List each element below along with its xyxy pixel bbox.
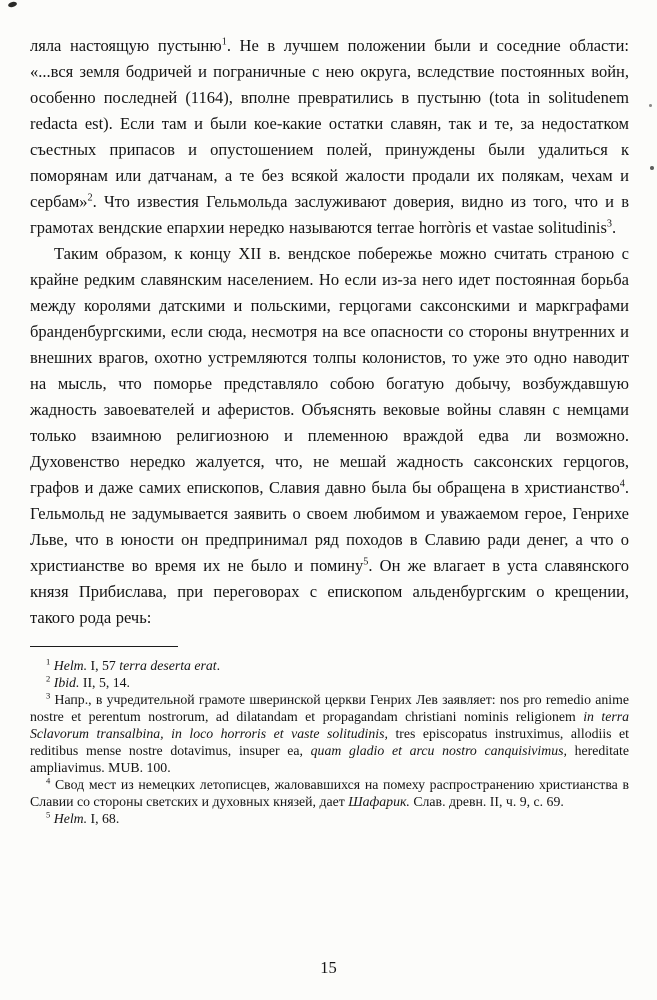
footnote: [30, 691, 629, 776]
text-segment: . Он же влагает в уста славянского князя Прибислава, при переговорах с епископом альденбургским о крещении, такого рода речь:: [30, 556, 629, 627]
footnotes: [30, 657, 629, 827]
text-segment: Напр., в учредительной грамоте шверинской церкви Генрих Лев заявляет: nos pro remedio anime nostre et perentum nostrorum, ad dilatandam et propagandam christiani nominis religionem: [30, 692, 629, 724]
footnote-marker: 3: [46, 690, 51, 701]
footnote-marker: 2: [46, 673, 51, 684]
footnote-marker: 3: [606, 218, 613, 230]
text-segment: II, 5, 14.: [79, 675, 131, 690]
footnote: [30, 674, 629, 691]
text-segment: Ibid.: [53, 675, 80, 690]
text-segment: I, 57: [87, 658, 120, 673]
footnote: [30, 657, 629, 674]
text-segment: quam gladio et arcu nostro canquisivimus,: [310, 743, 567, 758]
footnote-marker: 4: [46, 775, 51, 786]
paragraph: [30, 241, 629, 631]
text-segment: in terra Sclavorum transalbina, in loco horroris et vaste solitudinis,: [30, 709, 629, 741]
text-segment: Свод мест из немецких летописцев, жаловавшихся на помеху распространению христианства в Славии со стороны светских и духовных князей, дает: [30, 777, 630, 809]
scan-speck: [650, 166, 654, 170]
main-text: [30, 33, 629, 631]
page-content: [30, 33, 629, 827]
text-segment: Helm.: [53, 811, 88, 826]
footnote-marker: 2: [87, 192, 93, 204]
text-segment: terra deserta erat: [119, 658, 217, 673]
text-segment: tres episcopatus instruximus, allodiis et reditibus mense nostre dotavimus, insuper ea,: [30, 726, 629, 758]
text-segment: . Не в лучшем положении были и соседние области: «...вся земля бодричей и пограничные с нею округа, вследствие постоянных войн, особенно последней (1164), вполне превратились в пустыню (tota in solitudenem redacta est). Если там и были кое-какие остатки славян, так и те, за недостатком съестных припасов и опустошением полей, принуждены были удалиться к поморянам или датчанам, а те без всякой жалости продали их полякам, чехам и сербам»: [30, 36, 629, 211]
footnote-marker: 1: [221, 36, 227, 48]
page-number: 15: [320, 958, 337, 977]
footnote-marker: 1: [46, 656, 51, 667]
footnote-separator: [30, 646, 178, 647]
footnote-marker: 5: [46, 809, 51, 820]
text-segment: . Что известия Гельмольда заслуживают доверия, видно из того, что и в грамотах вендские епархии нередко называются terrae horròris et vastae solitudinis: [30, 192, 629, 237]
text-segment: Слав. древн. II, ч. 9, с. 69.: [409, 794, 564, 809]
footnote: [30, 810, 629, 827]
footnote-marker: 4: [619, 478, 625, 490]
text-segment: Helm.: [53, 658, 88, 673]
scan-speck: [8, 1, 18, 8]
text-segment: Шафарик.: [348, 794, 410, 809]
paragraph: [30, 33, 629, 241]
footnote-marker: 5: [363, 556, 369, 568]
text-segment: Таким образом, к концу XII в. вендское побережье можно считать страною с крайне редким славянским населением. Но если из-за него идет постоянная борьба между королями датскими и польскими, герцогами саксонскими и маркграфами бранденбургскими, если сюда, несмотря на все опасности со стороны внутренних и внешних врагов, охотно устремляются толпы колонистов, то уже это одно наводит на мысль, что поморье представляло собою богатую добычу, возбуждавшую жадность завоевателей и аферистов. Объяснять вековые войны славян с немцами только взаимною религиозною и племенною враждой едва ли возможно. Духовенство нередко жалуется, что, не мешай жадность саксонских герцогов, графов и даже самих епископов, Славия давно была бы обращена в христианство: [30, 244, 629, 497]
text-segment: .: [216, 658, 221, 673]
scan-speck: [649, 104, 652, 107]
text-segment: ляла настоящую пустыню: [30, 36, 222, 55]
text-segment: I, 68.: [87, 811, 120, 826]
footnote: [30, 776, 629, 810]
text-segment: . Гельмольд не задумывается заявить о своем любимом и уважаемом герое, Генрихе Льве, что в юности он предпринимал ряд походов в Славию ради денег, а что о христианстве во время их не было и помину: [30, 478, 629, 575]
text-segment: hereditate ampliavimus. MUB. 100.: [30, 743, 629, 775]
text-segment: .: [612, 218, 617, 237]
